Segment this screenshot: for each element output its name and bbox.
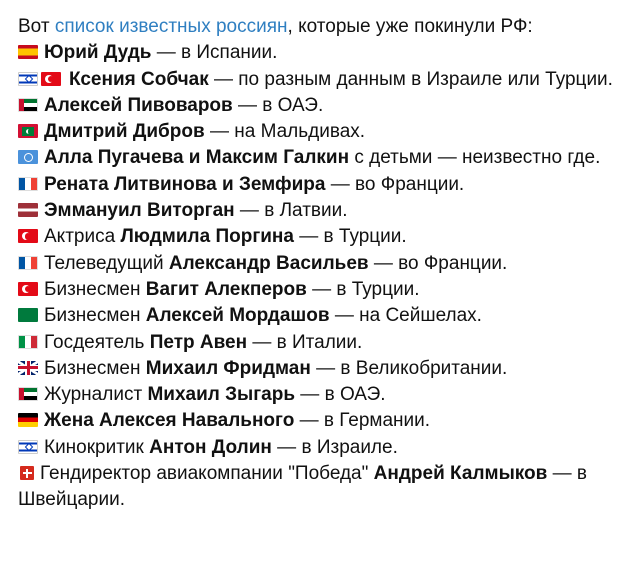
person-name: Антон Долин — [149, 436, 272, 458]
entry-location: с детьми — неизвестно где. — [349, 147, 601, 169]
entry-location: — в Турции. — [306, 278, 420, 300]
entry-location: — во Франции. — [368, 252, 508, 274]
entry-prefix: Бизнесмен — [44, 357, 146, 379]
list-item — [18, 224, 630, 250]
person-name: Петр Авен — [149, 331, 248, 353]
person-name: Дмитрий Дибров — [44, 121, 205, 143]
entry-location: — в Испании. — [151, 42, 278, 64]
seychelles-flag-icon — [18, 308, 38, 322]
person-name: Александр Васильев — [168, 252, 369, 274]
person-name: Алексей Мордашов — [145, 305, 330, 327]
entry-location: — на Мальдивах. — [204, 121, 366, 143]
list-item — [18, 40, 630, 66]
switzerland-flag-icon — [20, 466, 34, 480]
person-name: Жена Алексея Навального — [44, 410, 295, 432]
entry-prefix: Телеведущий — [44, 252, 169, 274]
person-name: Михаил Зыгарь — [147, 384, 296, 406]
germany-flag-icon — [18, 413, 38, 427]
entry-location: — в Германии. — [294, 410, 431, 432]
list-item — [18, 172, 630, 198]
turkey-flag-icon — [18, 229, 38, 243]
united-nations-flag-icon — [18, 150, 38, 164]
turkey-flag-icon — [41, 72, 61, 86]
spain-flag-icon — [18, 45, 38, 59]
entry-prefix: Бизнесмен — [44, 305, 146, 327]
maldives-flag-icon — [18, 124, 38, 138]
person-name: Людмила Поргина — [120, 226, 294, 248]
list-item — [18, 303, 630, 329]
person-name: Ксения Собчак — [69, 68, 209, 90]
list-item — [18, 356, 630, 382]
entry-location: — по разным данным в Израиле или Турции. — [208, 68, 613, 90]
intro-suffix: , которые уже покинули РФ: — [287, 16, 533, 37]
list-item — [18, 93, 630, 119]
entry-location: — в ОАЭ. — [232, 94, 324, 116]
list-item — [18, 67, 630, 93]
latvia-flag-icon — [18, 203, 38, 217]
person-name: Вагит Алекперов — [145, 278, 307, 300]
entry-prefix: Кинокритик — [44, 436, 150, 458]
entry-location: — на Сейшелах. — [329, 305, 482, 327]
person-name: Юрий Дудь — [44, 42, 152, 64]
uae-flag-icon — [18, 98, 38, 112]
intro-line — [18, 14, 630, 40]
entry-location: — в Италии. — [247, 331, 363, 353]
person-name: Рената Литвинова и Земфира — [44, 173, 326, 195]
israel-flag-icon — [18, 72, 38, 86]
list-item — [18, 330, 630, 356]
message-text — [18, 14, 630, 514]
entry-prefix: Госдеятель — [44, 331, 150, 353]
list-item — [18, 119, 630, 145]
entry-location: — в Турции. — [293, 226, 407, 248]
turkey-flag-icon — [18, 282, 38, 296]
person-name: Андрей Калмыков — [373, 463, 548, 485]
person-name: Алексей Пивоваров — [44, 94, 233, 116]
person-name: Алла Пугачева и Максим Галкин — [44, 147, 350, 169]
list-item — [18, 145, 630, 171]
list-item — [18, 382, 630, 408]
entry-location: — в Великобритании. — [310, 357, 508, 379]
entry-location: — в Израиле. — [271, 436, 398, 458]
person-name: Эммануил Виторган — [44, 200, 235, 222]
list-item — [18, 251, 630, 277]
france-flag-icon — [18, 177, 38, 191]
list-item — [18, 198, 630, 224]
israel-flag-icon — [18, 440, 38, 454]
list-item — [18, 461, 630, 514]
entry-location: — в Швейцарии. — [18, 463, 587, 511]
person-name: Михаил Фридман — [145, 357, 311, 379]
entry-prefix: Гендиректор авиакомпании "Победа" — [40, 463, 374, 485]
list-item — [18, 435, 630, 461]
uae-flag-icon — [18, 387, 38, 401]
uk-flag-icon — [18, 361, 38, 375]
list-item — [18, 277, 630, 303]
list-item — [18, 408, 630, 434]
entry-prefix: Актриса — [44, 226, 121, 248]
entry-location: — во Франции. — [325, 173, 465, 195]
entry-location: — в Латвии. — [234, 200, 348, 222]
entry-location: — в ОАЭ. — [295, 384, 386, 406]
france-flag-icon — [18, 256, 38, 270]
italy-flag-icon — [18, 335, 38, 349]
entry-prefix: Журналист — [44, 384, 148, 406]
intro-prefix: Вот — [18, 16, 55, 37]
entry-prefix: Бизнесмен — [44, 278, 146, 300]
famous-russians-list-link[interactable]: список известных россиян — [54, 16, 288, 37]
